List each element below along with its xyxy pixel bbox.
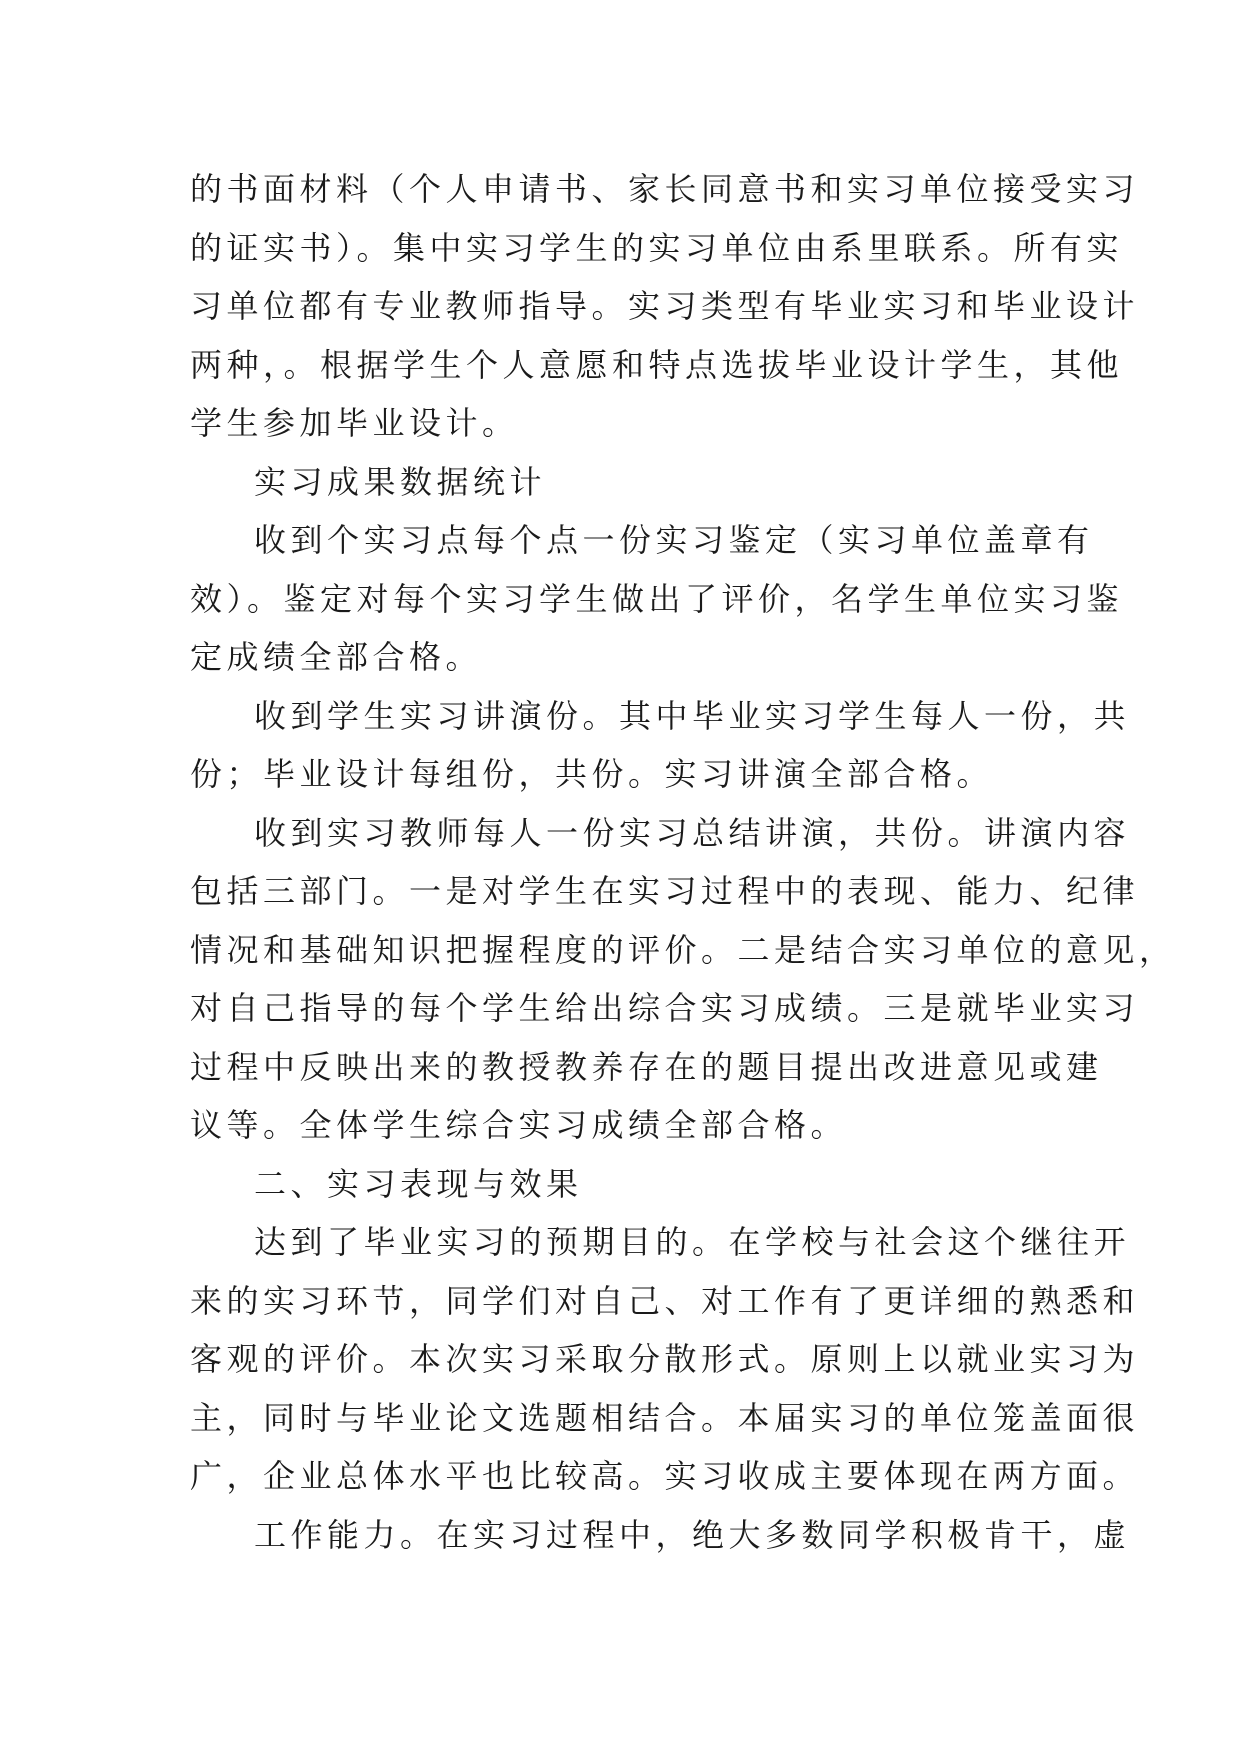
text-line: 的书面材料（个人申请书、家长同意书和实习单位接受实习 xyxy=(190,170,1140,208)
text-line: 收到学生实习讲演份。其中毕业实习学生每人一份，共 xyxy=(254,696,1131,735)
text-line: 习单位都有专业教师指导。实习类型有毕业实习和毕业设计 xyxy=(190,287,1140,325)
document-body xyxy=(190,160,1176,1564)
text-line: 两种，。根据学生个人意愿和特点选拔毕业设计学生，其他 xyxy=(190,345,1124,384)
text-line: 的证实书）。集中实习学生的实习单位由系里联系。所有实 xyxy=(190,228,1124,267)
text-line: 主，同时与毕业论文选题相结合。本届实习的单位笼盖面很 xyxy=(190,1398,1140,1437)
text-line: 过程中反映出来的教授教养存在的题目提出改进意见或建 xyxy=(190,1047,1103,1086)
text-line: 学生参加毕业设计。 xyxy=(190,404,519,442)
text-line: 情况和基础知识把握程度的评价。二是结合实习单位的意见， xyxy=(190,930,1176,969)
text-line: 包括三部门。一是对学生在实习过程中的表现、能力、纪律 xyxy=(190,872,1140,910)
text-line: 定成绩全部合格。 xyxy=(190,638,483,676)
text-line: 实习成果数据统计 xyxy=(254,462,547,501)
text-line: 效）。鉴定对每个实习学生做出了评价，名学生单位实习鉴 xyxy=(190,579,1124,618)
text-line: 收到实习教师每人一份实习总结讲演，共份。讲演内容 xyxy=(254,813,1131,852)
text-line: 达到了毕业实习的预期目的。在学校与社会这个继往开 xyxy=(254,1223,1131,1261)
text-line: 工作能力。在实习过程中，绝大多数同学积极肯干，虚 xyxy=(254,1515,1131,1554)
text-line: 来的实习环节，同学们对自己、对工作有了更详细的熟悉和 xyxy=(190,1281,1140,1320)
text-line: 二、实习表现与效果 xyxy=(254,1164,583,1203)
text-line: 广，企业总体水平也比较高。实习收成主要体现在两方面。 xyxy=(190,1457,1140,1495)
text-line: 份；毕业设计每组份，共份。实习讲演全部合格。 xyxy=(190,755,994,793)
text-line: 客观的评价。本次实习采取分散形式。原则上以就业实习为 xyxy=(190,1340,1140,1378)
text-line: 收到个实习点每个点一份实习鉴定（实习单位盖章有 xyxy=(254,521,1094,559)
text-line: 对自己指导的每个学生给出综合实习成绩。三是就毕业实习 xyxy=(190,989,1140,1027)
text-line: 议等。全体学生综合实习成绩全部合格。 xyxy=(190,1106,848,1144)
